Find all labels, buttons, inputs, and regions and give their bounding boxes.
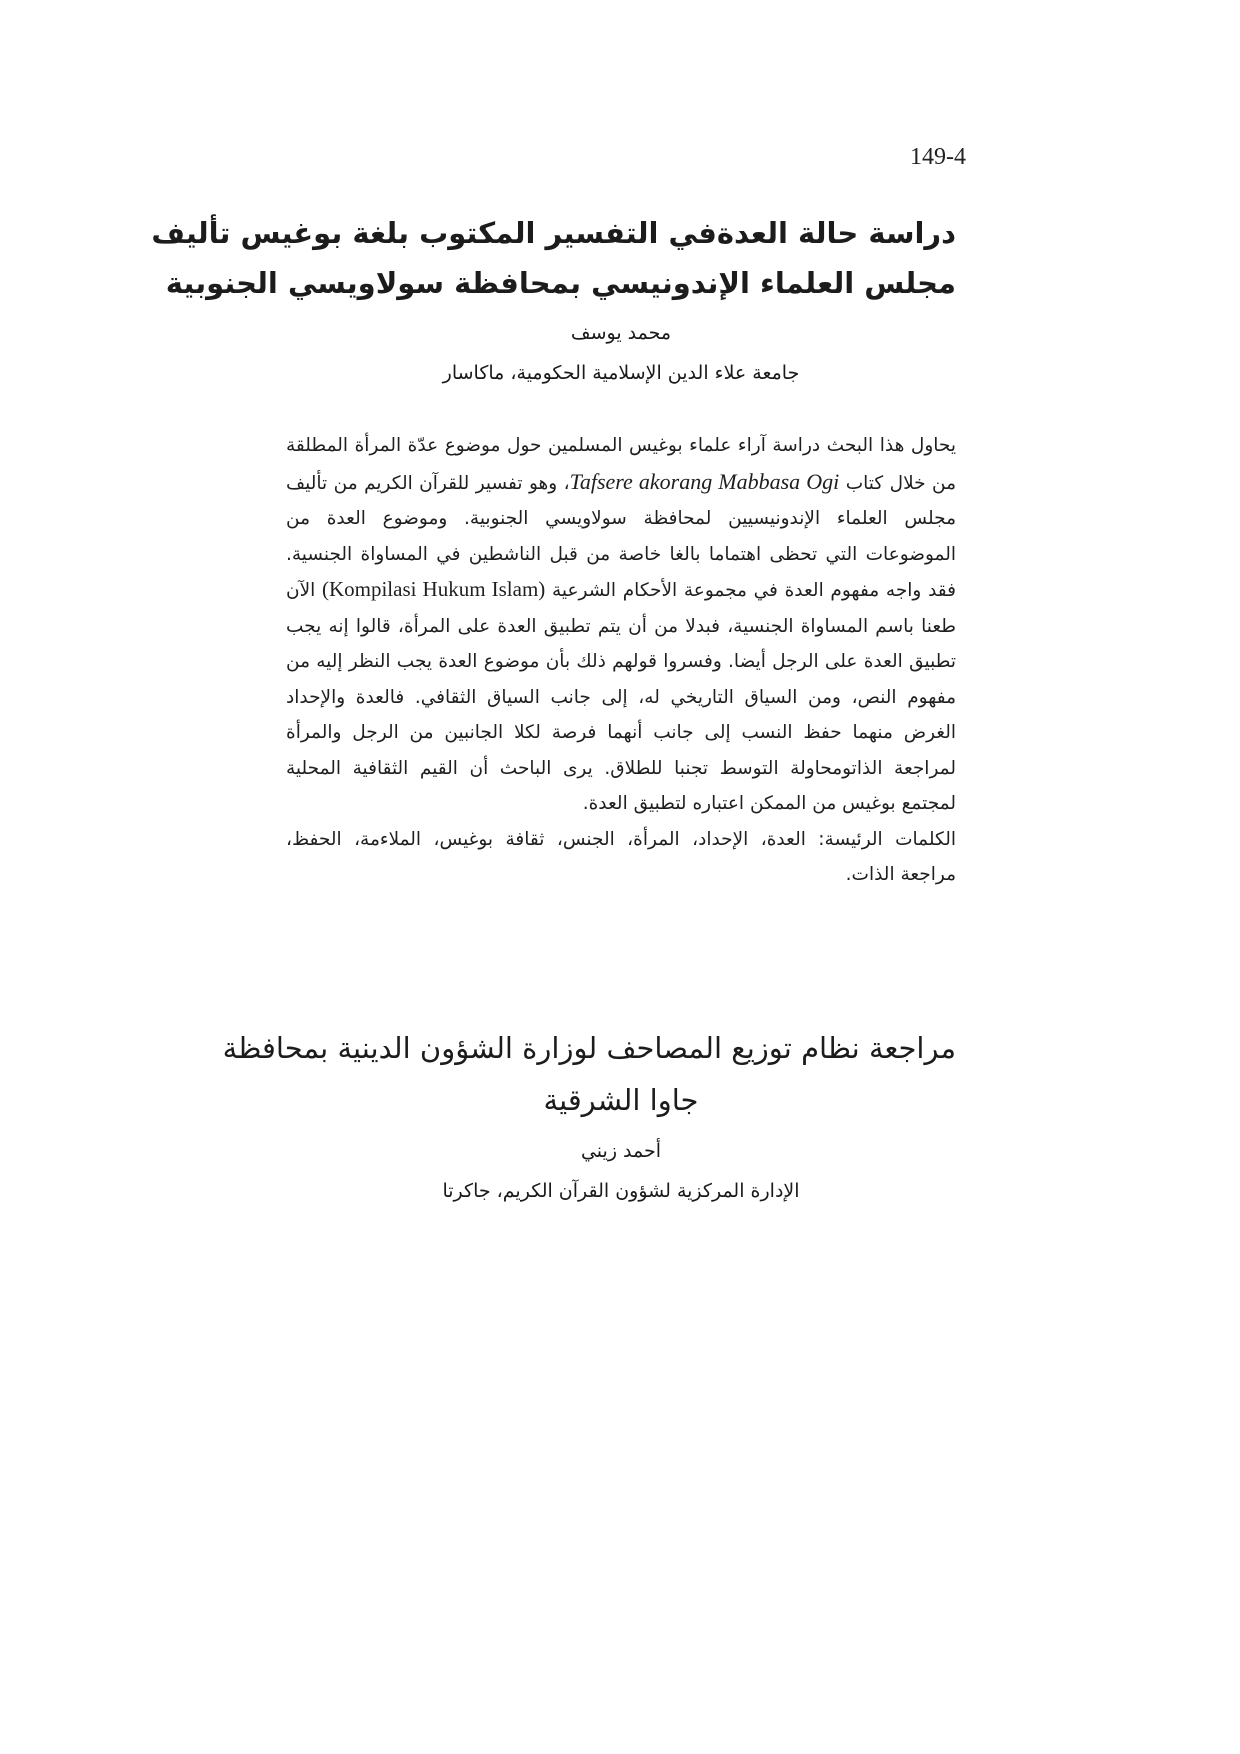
abstract-text-part-2: ، وهو تفسير للقرآن الكريم من تأليف مجلس العلماء الإندونيسيين لمحافظة سولاويسي الجنوبية. وموضوع العدة من الموضوعات التي تحظى اهتماما بالغا خاصة من قبل الناشطين في المساواة الجنسية. فقد واجه مفهوم العدة في مجموعة الأحكام الشرعية xyxy=(286,472,956,601)
article-author: أحمد زيني xyxy=(580,1140,662,1162)
article-title xyxy=(151,208,956,308)
article-title xyxy=(222,1022,956,1126)
abstract-paragraph xyxy=(286,428,956,822)
article-affiliation: الإدارة المركزية لشؤون القرآن الكريم، جاكرتا xyxy=(442,1180,800,1202)
article-title-line-1: دراسة حالة العدةفي التفسير المكتوب بلغة بوغيس تأليف xyxy=(151,216,956,250)
compilation-name: (Kompilasi Hukum Islam) xyxy=(321,577,546,601)
article-title-line-2: جاوا الشرقية xyxy=(543,1083,699,1117)
article-keywords: الكلمات الرئيسة: العدة، الإحداد، المرأة، الجنس، ثقافة بوغيس، الملاءمة، الحفظ، مراجعة الذات. xyxy=(286,828,956,885)
article-header-1 xyxy=(151,208,956,388)
article-abstract xyxy=(286,428,956,893)
book-title: Tafsere akorang Mabbasa Ogi xyxy=(569,468,840,494)
article-header-2 xyxy=(222,1022,956,1206)
article-author: محمد يوسف xyxy=(570,322,672,344)
article-title-line-2: مجلس العلماء الإندونيسي بمحافظة سولاويسي الجنوبية xyxy=(165,266,956,300)
abstract-text-part-3: الآن طعنا باسم المساواة الجنسية، فبدلا من أن يتم تطبيق العدة على المرأة، قالوا إنه يجب تطبيق العدة على الرجل أيضا. وفسروا قولهم ذلك بأن موضوع العدة يجب النظر إليه من مفهوم النص، ومن السياق التاريخي له، إلى جانب السياق الثقافي. فالعدة والإحداد الغرض منهما حفظ النسب إلى جانب أنهما فرصة لكلا الجانبين من الرجل والمرأة لمراجعة الذاتومحاولة التوسط تجنبا للطلاق. يرى الباحث أن القيم الثقافية المحلية لمجتمع بوغيس من الممكن اعتباره لتطبيق العدة. xyxy=(286,580,956,814)
article-affiliation: جامعة علاء الدين الإسلامية الحكومية، ماكاسار xyxy=(442,362,800,384)
article-title-line-1: مراجعة نظام توزيع المصاحف لوزارة الشؤون الدينية بمحافظة xyxy=(222,1031,956,1065)
abstract-text-part-1: يحاول هذا البحث دراسة آراء علماء بوغيس المسلمين حول موضوع عدّة المرأة المطلقة من خلال كتاب xyxy=(286,435,956,494)
page-number: 149-4 xyxy=(910,144,966,170)
